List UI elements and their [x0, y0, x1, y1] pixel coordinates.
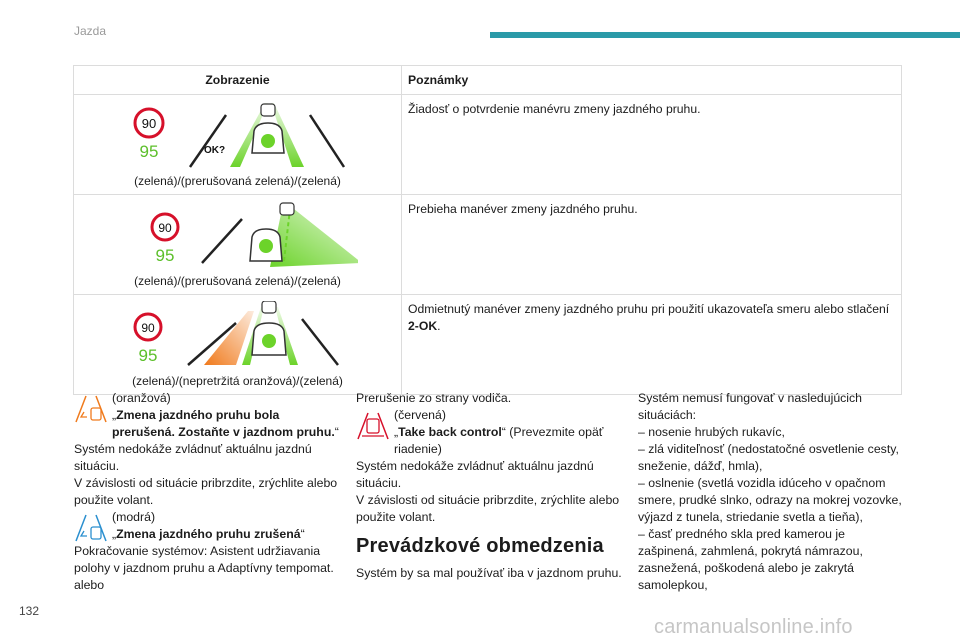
- body-text: Systém nedokáže zvládnuť aktuálnu jazdnú situáciu.: [74, 442, 312, 473]
- current-speed-value: 95: [155, 246, 175, 265]
- table-row: [74, 295, 902, 395]
- display-caption: (zelená)/(nepretržitá oranžová)/(zelená): [132, 374, 343, 388]
- lane-change-confirm-illustration: [132, 101, 358, 171]
- note-text: Prebieha manéver zmeny jazdného pruhu.: [408, 202, 638, 216]
- note-bold: 2-OK: [408, 319, 438, 333]
- quote-open: „: [394, 425, 399, 439]
- indicator-color-label: (červená): [394, 408, 446, 422]
- note-text: Žiadosť o potvrdenie manévru zmeny jazdného pruhu.: [408, 102, 701, 116]
- lead-car-icon: [262, 301, 276, 313]
- column-header-notes: Poznámky: [402, 66, 902, 95]
- page-number: 132: [19, 604, 40, 618]
- current-speed-value: 95: [139, 142, 159, 161]
- lane-change-in-progress-illustration: [132, 201, 358, 271]
- red-alert-block: [356, 407, 622, 458]
- lane-change-refused-illustration: [132, 301, 358, 371]
- table-row: [74, 195, 902, 295]
- text-column-1: [74, 390, 342, 594]
- table-header-row: [74, 66, 902, 95]
- indicator-color-label: (modrá): [112, 510, 156, 524]
- quote-open: „: [112, 408, 117, 422]
- text-column-2: [356, 390, 622, 582]
- ok-prompt: OK?: [204, 145, 226, 156]
- speed-limit-value: 90: [141, 321, 155, 335]
- alert-message: Zmena jazdného pruhu bola prerušená. Zostaňte v jazdnom pruhu.: [112, 408, 335, 439]
- body-text: Systém by sa mal používať iba v jazdnom pruhu.: [356, 566, 622, 580]
- lead-car-icon: [261, 104, 275, 116]
- body-text: V závislosti od situácie pribrzdite, zrýchlite alebo použite volant.: [74, 476, 338, 507]
- lane-assist-blue-icon: [74, 511, 108, 543]
- body-text: Prerušenie zo strany vodiča.: [356, 391, 512, 405]
- section-title: Jazda: [74, 24, 107, 38]
- body-text: Pokračovanie systémov: Asistent udržiavania polohy v jazdnom pruhu a Adaptívny tempomat.: [74, 544, 334, 575]
- watermark: carmanualsonline.info: [654, 616, 853, 638]
- lead-car-icon: [280, 203, 294, 215]
- table-row: [74, 95, 902, 195]
- list-item: – oslnenie (svetlá vozidla idúceho v opačnom smere, prudké slnko, odrazy na mokrej vozovke, výjazd z tunela, striedanie svetla a tieňa),: [638, 476, 902, 524]
- list-item: – zlá viditeľnosť (nedostatočné osvetlenie cesty, sneženie, dážď, hmla),: [638, 442, 899, 473]
- note-cell: [402, 95, 902, 195]
- column-header-display: Zobrazenie: [74, 66, 402, 95]
- note-cell: Odmietnutý manéver zmeny jazdného pruhu pri použití ukazovateľa smeru alebo stlačení 2-OK.: [402, 295, 902, 395]
- note-cell: [402, 195, 902, 295]
- body-text: Systém nedokáže zvládnuť aktuálnu jazdnú situáciu.: [356, 459, 594, 490]
- orange-alert-block: [74, 390, 342, 441]
- quote-close: “: [300, 527, 305, 541]
- quote-close: “: [334, 425, 339, 439]
- speed-limit-value: 90: [158, 221, 172, 235]
- text-column-3: [638, 390, 902, 594]
- take-back-control-red-icon: [356, 409, 390, 441]
- display-cell: [74, 195, 402, 295]
- indicator-color-label: (oranžová): [112, 391, 171, 405]
- body-text: V závislosti od situácie pribrzdite, zrýchlite alebo použite volant.: [356, 493, 620, 524]
- alert-message: Take back control: [398, 425, 502, 439]
- display-caption: (zelená)/(prerušovaná zelená)/(zelená): [134, 274, 341, 288]
- body-text: Systém nemusí fungovať v nasledujúcich situáciách:: [638, 391, 863, 422]
- list-item: – časť predného skla pred kamerou je zašpinená, zahmlená, pokrytá námrazou, zasnežená, poškodená alebo je zakrytá samolepkou,: [638, 527, 863, 592]
- note-text: Odmietnutý manéver zmeny jazdného pruhu pri použití ukazovateľa smeru alebo stlačení: [408, 302, 890, 316]
- display-caption: (zelená)/(prerušovaná zelená)/(zelená): [134, 174, 341, 188]
- speed-limit-value: 90: [141, 116, 157, 131]
- alert-message: Zmena jazdného pruhu zrušená: [116, 527, 301, 541]
- lane-assist-orange-icon: [74, 392, 108, 424]
- body-text: alebo: [74, 578, 105, 592]
- display-table: [73, 65, 902, 395]
- blue-alert-block: [74, 509, 342, 543]
- display-cell: [74, 95, 402, 195]
- section-heading: Prevádzkové obmedzenia: [356, 535, 604, 557]
- header-accent-bar: [490, 32, 960, 38]
- display-cell: [74, 295, 402, 395]
- current-speed-value: 95: [138, 346, 158, 365]
- alert-message-translation: “ (Prevezmite opäť riadenie): [394, 425, 604, 456]
- quote-open: „: [112, 527, 117, 541]
- list-item: – nosenie hrubých rukavíc,: [638, 425, 785, 439]
